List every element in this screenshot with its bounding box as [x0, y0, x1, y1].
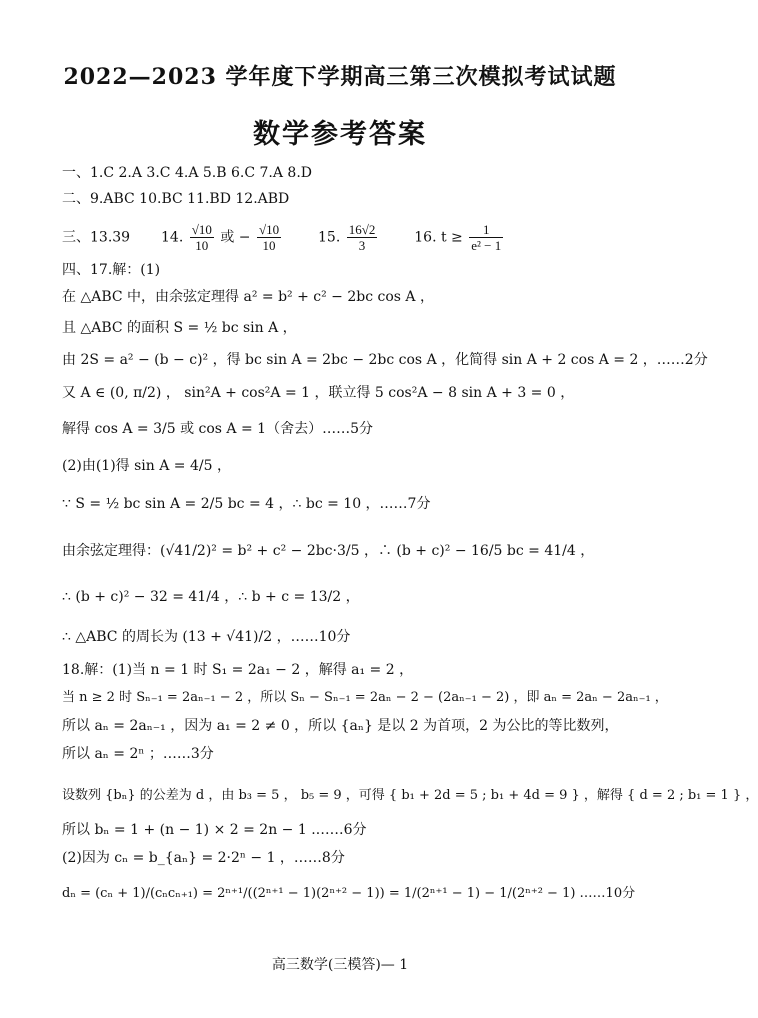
q18-line-7: (2)因为 cₙ = b_{aₙ} = 2·2ⁿ − 1 ，……8分	[62, 850, 345, 866]
multi-choice-answers-line: 二、9.ABC 10.BC 11.BD 12.ABD	[62, 191, 290, 207]
q15-label: 15.	[318, 229, 341, 246]
q17-line-9: ∴ (b + c)² − 32 = 41/4 ，∴ b + c = 13/2 ，	[62, 589, 360, 605]
choice-answers-line: 一、1.C 2.A 3.C 4.A 5.B 6.C 7.A 8.D	[62, 165, 312, 181]
q17-line-2: 且 △ABC 的面积 S = ½ bc sin A ，	[62, 320, 297, 336]
q18-line-3: 所以 aₙ = 2aₙ₋₁ ，因为 a₁ = 2 ≠ 0 ，所以 {aₙ} 是以 2 为首项，2 为公比的等比数列，	[62, 718, 619, 734]
answer-key-title: 数学参考答案	[253, 119, 427, 150]
q14-label: 14.	[161, 229, 184, 246]
q17-line-6: (2)由(1)得 sin A = 4/5 ，	[62, 458, 231, 474]
q17-line-3: 由 2S = a² − (b − c)² ，得 bc sin A = 2bc − 2bc cos A ，化简得 sin A + 2 cos A = 2 ，……2分	[62, 352, 708, 368]
q13-answer: 三、13.39	[62, 229, 131, 246]
q17-heading: 四、17.解：(1)	[62, 262, 161, 278]
fill-blank-answers-line	[62, 222, 505, 253]
q17-line-5: 解得 cos A = 3/5 或 cos A = 1（舍去）……5分	[62, 421, 373, 437]
q17-line-7: ∵ S = ½ bc sin A = 2/5 bc = 4 ，∴ bc = 10 ，……7分	[62, 496, 431, 512]
q14-or: 或 −	[220, 229, 251, 246]
exam-title: 2022—2023 学年度下学期高三第三次模拟考试试题	[63, 64, 617, 90]
q18-line-6: 所以 bₙ = 1 + (n − 1) × 2 = 2n − 1 .……6分	[62, 822, 367, 838]
q14-fraction: $\frac{√10}{10}$	[191, 222, 212, 253]
q17-line-1: 在 △ABC 中，由余弦定理得 a² = b² + c² − 2bc cos A ，	[62, 289, 434, 305]
q18-line-5: 设数列 {bₙ} 的公差为 d ，由 b₃ = 5 ， b₅ = 9 ，可得 { b₁ + 2d = 5 ; b₁ + 4d = 9 } ，解得 { d = 2 ; b₁ = 1 } ，	[62, 788, 758, 803]
q17-line-4: 又 A ∈ (0, π/2) ， sin²A + cos²A = 1 ，联立得 5 cos²A − 8 sin A + 3 = 0 ，	[62, 385, 575, 401]
q16-fraction: $\frac{1}{\text{e² − 1}}$	[471, 222, 502, 253]
q15-fraction: $\frac{16√2}{3}$	[348, 222, 376, 253]
q14-fraction-neg: $\frac{√10}{10}$	[258, 222, 280, 253]
q16-label: 16. t ≥	[414, 229, 463, 246]
q18-line-4: 所以 aₙ = 2ⁿ ；……3分	[62, 746, 214, 762]
q18-line-8: dₙ = (cₙ + 1)/(cₙcₙ₊₁) = 2ⁿ⁺¹/((2ⁿ⁺¹ − 1)(2ⁿ⁺² − 1)) = 1/(2ⁿ⁺¹ − 1) − 1/(2ⁿ⁺² − 1) ……10分	[62, 886, 636, 901]
q17-line-10: ∴ △ABC 的周长为 (13 + √41)/2 ，……10分	[62, 629, 351, 645]
q17-line-8: 由余弦定理得：(√41/2)² = b² + c² − 2bc·3/5 ，∴ (b + c)² − 16/5 bc = 41/4 ，	[62, 543, 595, 559]
q18-line-1: 18.解：(1)当 n = 1 时 S₁ = 2a₁ − 2 ，解得 a₁ = 2 ，	[62, 662, 414, 678]
q18-line-2: 当 n ≥ 2 时 Sₙ₋₁ = 2aₙ₋₁ − 2 ，所以 Sₙ − Sₙ₋₁ = 2aₙ − 2 − (2aₙ₋₁ − 2) ，即 aₙ = 2aₙ − 2aₙ₋₁ ，	[62, 690, 668, 705]
page-footer: 高三数学(三模答)— 1	[271, 957, 409, 973]
